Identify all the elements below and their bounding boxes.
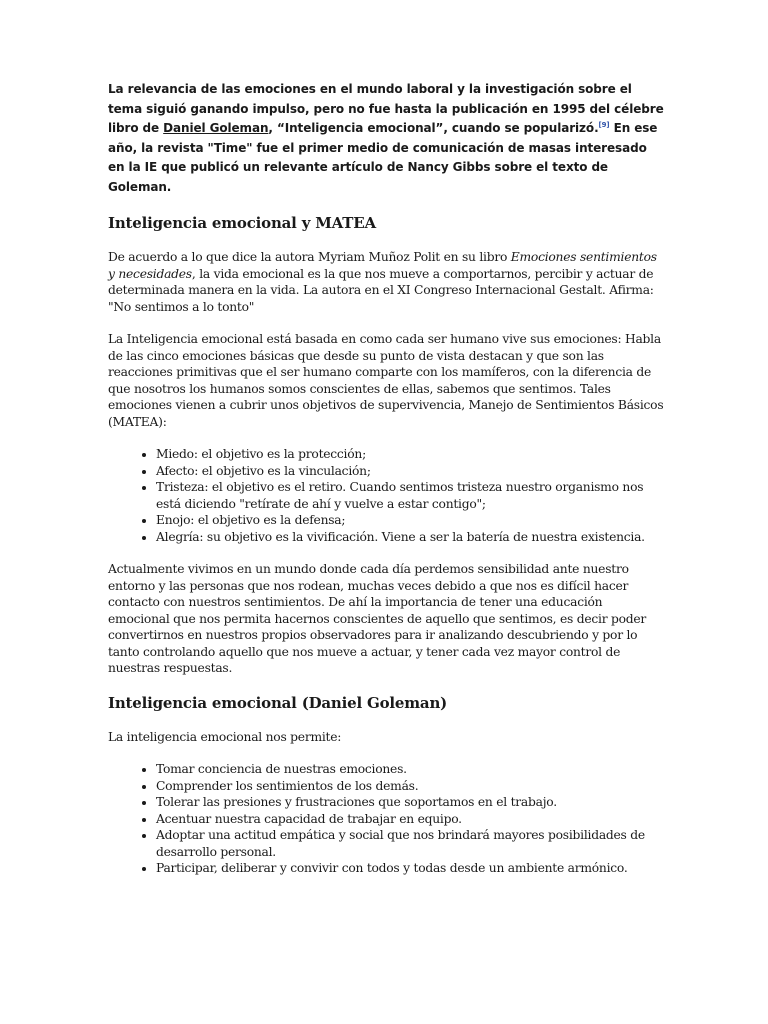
footnote-link[interactable]: [9]	[598, 121, 610, 129]
matea-paragraph-3: Actualmente vivimos en un mundo donde cada día perdemos sensibilidad ante nuestro entorno y las personas que nos rodean, muchas veces debido a que nos es difícil hacer contacto con nuestros sentimientos. De ahí la importancia de tener una educación emocional que nos permita hacernos conscientes de aquello que sentimos, es decir poder convertirnos en nuestros propios observadores para ir analizando descubriendo y por lo tanto controlando aquello que nos mueve a actuar, y tener cada vez mayor control de nuestras respuestas.	[108, 562, 647, 675]
intro-text-3: En ese año, la revista "Time" fue el primer medio de comunicación de masas interesado en la IE que publicó un relevante artículo de Nancy Gibbs sobre el texto de Goleman.	[108, 121, 658, 194]
list-item: • Comprender los sentimientos de los demás.	[156, 778, 664, 795]
list-item: • Tolerar las presiones y frustraciones que soportamos en el trabajo.	[156, 794, 664, 811]
list-item: • Afecto: el objetivo es la vinculación;	[156, 463, 664, 480]
matea-para1-start: De acuerdo a lo que dice la autora Myriam Muñoz Polit en su libro	[108, 250, 511, 264]
book-title: Emociones sentimientos y necesidades	[108, 250, 657, 281]
matea-paragraph-1	[108, 249, 664, 315]
list-item: • Enojo: el objetivo es la defensa;	[156, 512, 664, 529]
benefits-list	[108, 761, 664, 877]
list-item: • Alegría: su objetivo es la vivificación. Viene a ser la batería de nuestra existencia.	[156, 529, 664, 546]
intro-text-2: , “Inteligencia emocional”, cuando se popularizó.	[268, 121, 599, 135]
goleman-intro: La inteligencia emocional nos permite:	[108, 729, 342, 744]
section-heading-goleman: Inteligencia emocional (Daniel Goleman)	[108, 693, 448, 712]
list-item: • Adoptar una actitud empática y social que nos brindará mayores posibilidades de desarrollo personal.	[156, 827, 664, 860]
list-item: • Participar, deliberar y convivir con todos y todas desde un ambiente armónico.	[156, 860, 664, 877]
list-item: • Acentuar nuestra capacidad de trabajar en equipo.	[156, 811, 664, 828]
intro-paragraph	[108, 80, 664, 197]
document-page	[108, 80, 664, 893]
list-item: • Tristeza: el objetivo es el retiro. Cuando sentimos tristeza nuestro organismo nos está diciendo "retírate de ahí y vuelve a estar contigo";	[156, 479, 664, 512]
intro-text-1: La relevancia de las emociones en el mundo laboral y la investigación sobre el tema siguió ganando impulso, pero no fue hasta la publicación en 1995 del célebre libro de	[108, 82, 664, 135]
list-item: • Tomar conciencia de nuestras emociones.	[156, 761, 664, 778]
matea-para1-end: , la vida emocional es la que nos mueve a comportarnos, percibir y actuar de determinada manera en la vida. La autora en el XI Congreso Internacional Gestalt. Afirma: "No sentimos a lo tonto"	[108, 266, 654, 314]
section-heading-matea: Inteligencia emocional y MATEA	[108, 214, 376, 232]
emotions-list	[108, 446, 664, 545]
list-item: • Miedo: el objetivo es la protección;	[156, 446, 664, 463]
author-link[interactable]: Daniel Goleman	[163, 121, 269, 135]
matea-paragraph-2: La Inteligencia emocional está basada en como cada ser humano vive sus emociones: Habla de las cinco emociones básicas que desde su punto de vista destacan y que son las reacciones primitivas que el ser humano comparte con los mamíferos, con la diferencia de que nosotros los humanos somos conscientes de ellas, sabemos que sentimos. Tales emociones vienen a cubrir unos objetivos de supervivencia, Manejo de Sentimientos Básicos (MATEA):	[108, 332, 664, 429]
